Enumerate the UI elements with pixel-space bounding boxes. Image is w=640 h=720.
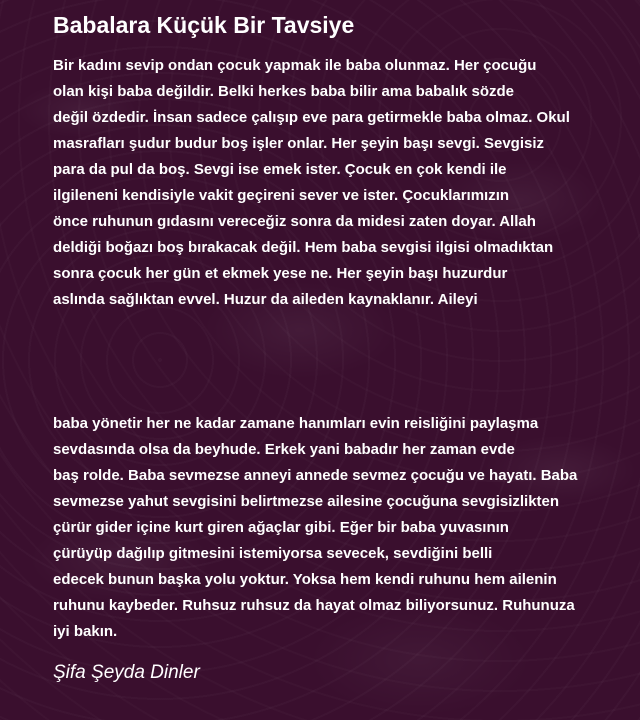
poem-stanza-1 xyxy=(53,53,633,313)
poem-line: iyi bakın. xyxy=(53,623,118,640)
poem-line: çürüyüp dağılıp gitmesini istemiyorsa sevecek, sevdiğini belli xyxy=(53,545,493,562)
poem-line: ilgileneni kendisiyle vakit geçireni sever ve ister. Çocuklarımızın xyxy=(53,187,510,204)
poem-line: çürür gider içine kurt giren ağaçlar gibi. Eğer bir baba yuvasının xyxy=(53,519,509,536)
poem-line: sonra çocuk her gün et ekmek yese ne. Her şeyin başı huzurdur xyxy=(53,265,508,282)
poem-line: masrafları şudur budur boş işler onlar. Her şeyin başı sevgi. Sevgisiz xyxy=(53,135,545,152)
poem-author: Şifa Şeyda Dinler xyxy=(53,662,200,683)
poem-line: sevdasında olsa da beyhude. Erkek yani babadır her zaman evde xyxy=(53,441,515,458)
poem-line: deldiği boğazı boş bırakacak değil. Hem baba sevgisi ilgisi olmadıktan xyxy=(53,239,554,256)
poem-line: olan kişi baba değildir. Belki herkes baba bilir ama babalık sözde xyxy=(53,83,515,100)
poem-line: aslında sağlıktan evvel. Huzur da aileden kaynaklanır. Aileyi xyxy=(53,291,478,308)
poem-line: baş rolde. Baba sevmezse anneyi annede sevmez çocuğu ve hayatı. Baba xyxy=(53,467,578,484)
poem-line: ruhunu kaybeder. Ruhsuz ruhsuz da hayat olmaz biliyorsunuz. Ruhunuza xyxy=(53,597,575,614)
poem-line: Bir kadını sevip ondan çocuk yapmak ile baba olunmaz. Her çocuğu xyxy=(53,57,537,74)
poem-stanza-2 xyxy=(53,411,633,645)
poem-line: değil özdedir. İnsan sadece çalışıp eve para getirmekle baba olmaz. Okul xyxy=(53,109,570,126)
poem-line: sevmezse yahut sevgisini belirtmezse ailesine çocuğuna sevgisizlikten xyxy=(53,493,560,510)
poem-line: baba yönetir her ne kadar zamane hanımları evin reisliğini paylaşma xyxy=(53,415,539,432)
poem-line: önce ruhunun gıdasını vereceğiz sonra da midesi zaten doyar. Allah xyxy=(53,213,536,230)
poem-line: edecek bunun başka yolu yoktur. Yoksa hem kendi ruhunu hem ailenin xyxy=(53,571,557,588)
poem-line: para da pul da boş. Sevgi ise emek ister. Çocuk en çok kendi ile xyxy=(53,161,507,178)
poem-title: Babalara Küçük Bir Tavsiye xyxy=(53,12,355,38)
